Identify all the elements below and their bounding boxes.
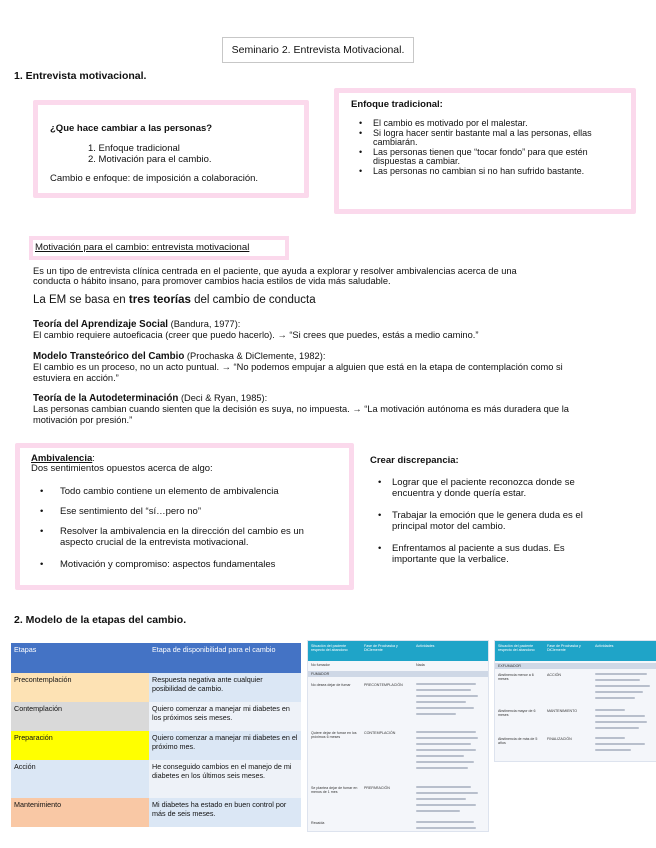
theory-text: El cambio requiere autoeficacia (creer que puedo hacerlo). → “Si crees que puedes, estás a medio camino.” bbox=[33, 330, 479, 341]
list-item: • Ese sentimiento del “sí…pero no” bbox=[40, 506, 201, 517]
list-item: • Enfrentamos al paciente a sus dudas. Es importante que la verbalice. bbox=[378, 543, 565, 565]
mini-header-cell: Actividades bbox=[595, 644, 614, 648]
list-item: • El cambio es motivado por el malestar. bbox=[367, 119, 629, 129]
mini-stage: FINALIZACIÓN bbox=[547, 737, 572, 741]
mini-stage: MANTENIMIENTO bbox=[547, 709, 578, 713]
list-item: • Lograr que el paciente reconozca donde se encuentra y donde quería estar. bbox=[378, 477, 575, 499]
mini-header-cell: Situación del paciente respecto del abandono bbox=[498, 644, 535, 653]
theory-2 bbox=[33, 351, 603, 383]
mini-header-cell: Fase de Prochaska y DiClemente bbox=[364, 644, 398, 653]
mini-first-col: Quiere dejar de fumar en los próximos 6 meses bbox=[311, 731, 357, 739]
list-item: • Trabajar la emoción que le genera duda es el principal motor del cambio. bbox=[378, 510, 583, 532]
mini-header-cell: Situación del paciente respecto del abandono bbox=[311, 644, 348, 653]
theory-name: Teoría de la Autodeterminación bbox=[33, 393, 179, 404]
stages-table bbox=[11, 643, 301, 827]
list-item-text: Lograr que el paciente reconozca donde se encuentra y donde quería estar. bbox=[392, 477, 575, 499]
box-cambio-question: ¿Que hace cambiar a las personas? bbox=[50, 123, 213, 134]
mini-stage: PREPARACIÓN bbox=[364, 786, 390, 790]
table-header-row bbox=[11, 643, 301, 673]
theory-cite: (Bandura, 1977): bbox=[168, 319, 241, 329]
mini-row-label: Nada bbox=[416, 663, 425, 667]
motivacion-heading-box bbox=[29, 236, 289, 260]
table-row bbox=[11, 760, 301, 798]
mini-first-col: Se plantea dejar de fumar en menos de 1 mes bbox=[311, 786, 358, 794]
theory-text: Las personas cambian cuando sienten que la decisión es suya, no impuesta. → “La motivación autónoma es más duradera que la motivación por presión.” bbox=[33, 404, 569, 425]
mini-table-header bbox=[495, 641, 656, 661]
mini-header-cell: Actividades bbox=[416, 644, 435, 648]
list-item-text: Enfrentamos al paciente a sus dudas. Es importante que la verbalice. bbox=[392, 543, 565, 565]
box-tradicional-title: Enfoque tradicional: bbox=[351, 99, 443, 110]
stage-text-cell: Quiero comenzar a manejar mi diabetes en los próximos seis meses. bbox=[149, 702, 301, 731]
stage-cell: Acción bbox=[11, 760, 149, 798]
mini-first-col: No desea dejar de fumar bbox=[311, 683, 351, 687]
table-header-cell: Etapa de disponibilidad para el cambio bbox=[149, 643, 301, 673]
stage-text-cell: Quiero comenzar a manejar mi diabetes en el próximo mes. bbox=[149, 731, 301, 760]
ambivalencia-subtitle: Dos sentimientos opuestos acerca de algo: bbox=[31, 463, 213, 474]
theory-3 bbox=[33, 393, 603, 425]
theory-cite: (Deci & Ryan, 1985): bbox=[178, 393, 268, 403]
list-item: • Las personas tienen que “tocar fondo” para que estén dispuestas a cambiar. bbox=[367, 148, 629, 167]
ambivalencia-title: Ambivalencia bbox=[31, 453, 93, 464]
list-item-text: Ese sentimiento del “sí…pero no” bbox=[60, 506, 201, 517]
box-tradicional-list bbox=[355, 119, 629, 177]
list-item: • Las personas no cambian si no han sufrido bastante. bbox=[367, 167, 629, 177]
mini-stage: CONTEMPLACIÓN bbox=[364, 731, 396, 735]
stage-text-cell: Respuesta negativa ante cualquier posibilidad de cambio. bbox=[149, 673, 301, 702]
list-item-text: Motivación y compromiso: aspectos fundamentales bbox=[60, 559, 276, 570]
stage-text-cell: Mi diabetes ha estado en buen control por más de seis meses. bbox=[149, 798, 301, 827]
list-item-text: Trabajar la emoción que le genera duda es el principal motor del cambio. bbox=[392, 510, 583, 532]
ambivalencia-title-suffix: : bbox=[92, 453, 95, 464]
em-pre: La EM se basa en bbox=[33, 294, 129, 306]
discrepancia-title: Crear discrepancia: bbox=[370, 455, 459, 466]
mini-row-label: EXFUMADOR bbox=[498, 664, 521, 668]
mini-stage: ACCIÓN bbox=[547, 673, 561, 677]
em-line bbox=[33, 294, 316, 306]
table-row bbox=[11, 702, 301, 731]
motivacion-heading: Motivación para el cambio: entrevista motivacional bbox=[35, 242, 250, 253]
theory-name: Modelo Transteórico del Cambio bbox=[33, 351, 185, 362]
mini-first-col: Abstinencia de más de 5 años bbox=[498, 737, 538, 745]
mini-header-cell: Fase de Prochaska y DiClemente bbox=[547, 644, 581, 653]
mini-table-2 bbox=[494, 640, 656, 762]
mini-table-1 bbox=[307, 640, 489, 832]
theory-text: El cambio es un proceso, no un acto puntual. → “No podemos empujar a alguien que está en la etapa de contemplación como si estuviera en acción.” bbox=[33, 362, 563, 383]
mini-table-header bbox=[308, 641, 488, 661]
page-title: Seminario 2. Entrevista Motivacional. bbox=[222, 37, 414, 63]
list-item: • Si logra hacer sentir bastante mal a las personas, ellas cambiarán. bbox=[367, 129, 629, 148]
box-enfoque-tradicional bbox=[334, 88, 636, 214]
list-item: • Motivación y compromiso: aspectos fundamentales bbox=[40, 559, 276, 570]
em-post: del cambio de conducta bbox=[190, 294, 316, 306]
box-cambio-item: 2. Motivación para el cambio. bbox=[88, 154, 212, 165]
box-cambio-item: 1. Enfoque tradicional bbox=[88, 143, 180, 154]
list-item: • Todo cambio contiene un elemento de ambivalencia bbox=[40, 486, 279, 497]
motivacion-intro: Es un tipo de entrevista clínica centrada en el paciente, que ayuda a explorar y resolver ambivalencias acerca de una conducta o hábito insano, para promover cambios hacia estilos de vida más saludable. bbox=[33, 266, 517, 287]
theory-1 bbox=[33, 319, 593, 341]
theory-name: Teoría del Aprendizaje Social bbox=[33, 319, 169, 330]
theory-cite: (Prochaska & DiClemente, 1982): bbox=[184, 351, 326, 361]
stage-cell: Preparación bbox=[11, 731, 149, 760]
section-heading-1: 1. Entrevista motivacional. bbox=[14, 70, 147, 82]
table-row bbox=[11, 798, 301, 827]
stage-cell: Precontemplación bbox=[11, 673, 149, 702]
mini-first-col: Abstinencia mayor de 6 meses bbox=[498, 709, 536, 717]
mini-first-col: Recaída bbox=[311, 821, 325, 825]
section-heading-2: 2. Modelo de la etapas del cambio. bbox=[14, 614, 187, 626]
box-ambivalencia bbox=[15, 443, 354, 590]
list-item-text: Resolver la ambivalencia en la dirección del cambio es un aspecto crucial de la entrevista motivacional. bbox=[60, 526, 304, 548]
box-cambio bbox=[33, 100, 309, 198]
mini-row-label: FUMADOR bbox=[311, 672, 330, 676]
ambivalencia-list bbox=[36, 486, 336, 573]
box-cambio-note: Cambio e enfoque: de imposición a colaboración. bbox=[50, 173, 259, 184]
em-bold: tres teorías bbox=[128, 294, 191, 306]
mini-stage: PRECONTEMPLACIÓN bbox=[364, 683, 403, 687]
table-header-cell: Etapas bbox=[11, 643, 149, 673]
mini-row-label: No fumador bbox=[311, 663, 330, 667]
discrepancia-list bbox=[370, 477, 610, 569]
table-row bbox=[11, 673, 301, 702]
list-item-text: Todo cambio contiene un elemento de ambivalencia bbox=[60, 486, 279, 497]
table-row bbox=[11, 731, 301, 760]
stage-text-cell: He conseguido cambios en el manejo de mi diabetes en los últimos seis meses. bbox=[149, 760, 301, 798]
stage-cell: Contemplación bbox=[11, 702, 149, 731]
stage-cell: Mantenimiento bbox=[11, 798, 149, 827]
list-item: • Resolver la ambivalencia en la dirección del cambio es un aspecto crucial de la entrevista motivacional. bbox=[40, 526, 304, 548]
mini-first-col: Abstinencia menor a 6 meses bbox=[498, 673, 534, 681]
